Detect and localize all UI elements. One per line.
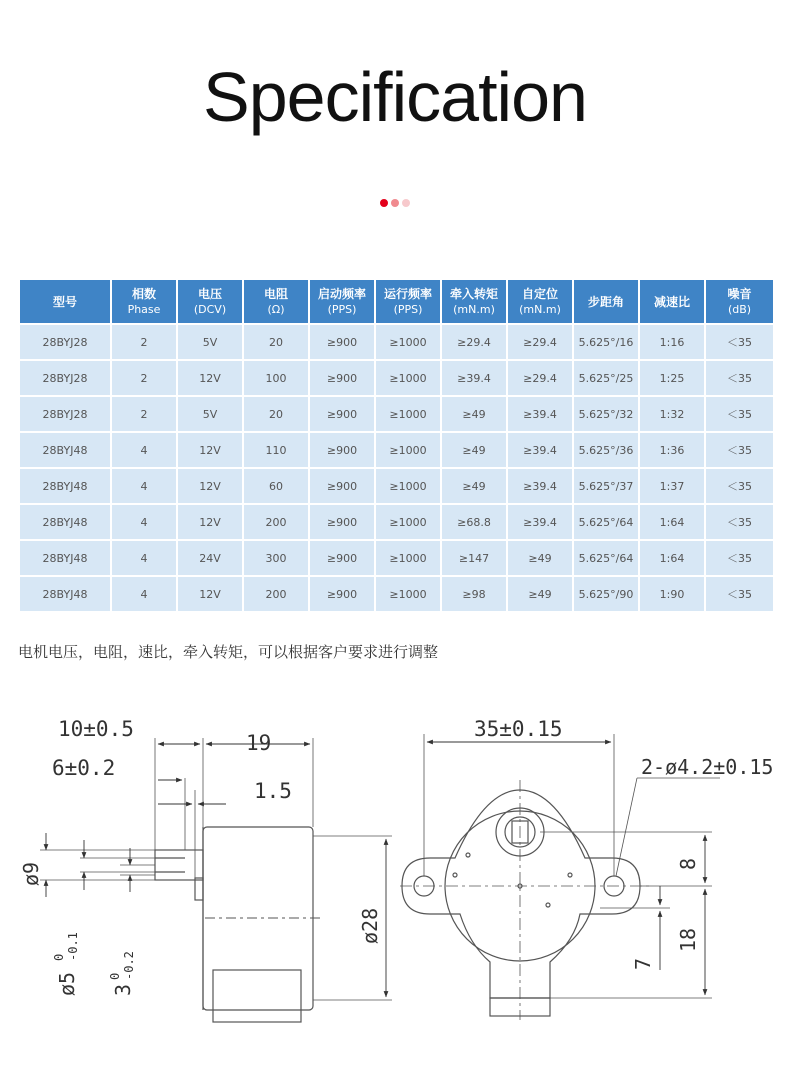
table-cell: 300	[244, 541, 308, 575]
dim-shaft-diameter-tol-lower: -0.1	[66, 932, 80, 961]
table-cell: ≥98	[442, 577, 506, 611]
output-shaft	[155, 850, 203, 880]
table-cell: 1:64	[640, 541, 704, 575]
column-header	[310, 280, 374, 323]
table-cell: ≥900	[310, 361, 374, 395]
table-cell: 12V	[178, 361, 242, 395]
table-cell: 20	[244, 397, 308, 431]
dim-mount-holes: 2-ø4.2±0.15	[641, 755, 774, 779]
table-cell: 2	[112, 361, 176, 395]
table-cell: ≥900	[310, 541, 374, 575]
table-cell: 5.625°/64	[574, 505, 638, 539]
table-cell: 5.625°/32	[574, 397, 638, 431]
table-cell: ≥29.4	[442, 325, 506, 359]
column-header	[244, 280, 308, 323]
table-cell: ≥900	[310, 325, 374, 359]
table-cell: 60	[244, 469, 308, 503]
table-cell: ＜35	[706, 325, 773, 359]
table-cell: 1:36	[640, 433, 704, 467]
table-cell: ≥900	[310, 433, 374, 467]
table-cell: ≥1000	[376, 469, 440, 503]
column-header-label: 电阻	[263, 286, 288, 301]
table-cell: ≥39.4	[508, 397, 572, 431]
table-cell: 2	[112, 397, 176, 431]
column-header-unit: (mN.m)	[519, 302, 561, 316]
table-cell: 1:64	[640, 505, 704, 539]
table-cell: ≥147	[442, 541, 506, 575]
dim-shaft-length: 10±0.5	[58, 717, 134, 741]
dim-flat-width: 3	[111, 983, 135, 996]
column-header	[20, 280, 110, 323]
column-header-label: 步距角	[587, 294, 624, 309]
table-cell: 28BYJ28	[20, 361, 110, 395]
dim-flat-width-tol-lower: -0.2	[122, 951, 136, 980]
dim-shaft-flat: 6±0.2	[52, 756, 116, 780]
dimension-drawings	[0, 700, 790, 1085]
column-header-unit: (PPS)	[393, 302, 423, 316]
table-cell: 5V	[178, 325, 242, 359]
table-cell: ＜35	[706, 361, 773, 395]
table-cell: ＜35	[706, 541, 773, 575]
column-header-unit: (Ω)	[267, 302, 285, 316]
table-cell: ≥49	[442, 397, 506, 431]
table-cell: ＜35	[706, 469, 773, 503]
dim-shaft-offset: 8	[676, 857, 700, 870]
column-header-label: 相数	[131, 286, 156, 301]
side-view-drawing	[40, 738, 392, 1022]
table-cell: ＜35	[706, 577, 773, 611]
column-header	[706, 280, 773, 323]
table-cell: 5V	[178, 397, 242, 431]
column-header-label: 噪音	[727, 286, 752, 301]
table-cell: ≥1000	[376, 397, 440, 431]
column-header	[442, 280, 506, 323]
table-cell: 24V	[178, 541, 242, 575]
dim-flange-step: 1.5	[254, 779, 292, 803]
column-header	[574, 280, 638, 323]
flange-step	[195, 878, 203, 900]
table-row	[20, 541, 773, 575]
table-cell: 200	[244, 577, 308, 611]
table-cell: ≥49	[508, 541, 572, 575]
table-row	[20, 325, 773, 359]
column-header-unit: (mN.m)	[453, 302, 495, 316]
dim-hole-spacing: 35±0.15	[474, 717, 563, 741]
dim-bottom-offset: 18	[676, 927, 700, 952]
table-cell: 100	[244, 361, 308, 395]
column-header-unit: (DCV)	[193, 302, 227, 316]
table-cell: 5.625°/37	[574, 469, 638, 503]
table-cell: 28BYJ28	[20, 325, 110, 359]
column-header-unit: (dB)	[727, 302, 752, 316]
table-cell: ≥900	[310, 505, 374, 539]
table-cell: 4	[112, 577, 176, 611]
table-cell: 28BYJ48	[20, 541, 110, 575]
table-row	[20, 577, 773, 611]
customization-note: 电机电压，电阻，速比，牵入转矩，可以根据客户要求进行调整	[18, 643, 439, 661]
table-cell: ≥39.4	[442, 361, 506, 395]
column-header-label: 运行频率	[383, 286, 432, 301]
column-header-label: 减速比	[653, 294, 690, 309]
specification-table	[18, 278, 775, 613]
table-cell: ≥900	[310, 577, 374, 611]
table-cell: 28BYJ48	[20, 469, 110, 503]
column-header-label: 电压	[197, 286, 222, 301]
column-header	[178, 280, 242, 323]
table-cell: 5.625°/90	[574, 577, 638, 611]
table-cell: 5.625°/64	[574, 541, 638, 575]
table-cell: ≥29.4	[508, 325, 572, 359]
table-cell: 28BYJ48	[20, 577, 110, 611]
table-cell: ＜35	[706, 433, 773, 467]
column-header-unit: Phase	[127, 302, 161, 316]
table-cell: ≥1000	[376, 433, 440, 467]
table-cell: 4	[112, 433, 176, 467]
dim-shaft-diameter: ø5	[55, 971, 79, 996]
table-cell: 1:90	[640, 577, 704, 611]
table-cell: 28BYJ48	[20, 505, 110, 539]
table-cell: ≥1000	[376, 505, 440, 539]
column-header-label: 自定位	[521, 286, 558, 301]
column-header-unit: (PPS)	[327, 302, 357, 316]
table-cell: 5.625°/16	[574, 325, 638, 359]
table-cell: 1:25	[640, 361, 704, 395]
dim-tab-offset: 7	[631, 957, 655, 970]
column-header	[112, 280, 176, 323]
table-cell: ≥39.4	[508, 505, 572, 539]
table-cell: 20	[244, 325, 308, 359]
table-cell: 5.625°/25	[574, 361, 638, 395]
table-cell: 28BYJ28	[20, 397, 110, 431]
table-cell: 2	[112, 325, 176, 359]
table-row	[20, 469, 773, 503]
table-cell: ≥39.4	[508, 433, 572, 467]
dim-boss-diameter: ø9	[19, 861, 43, 886]
column-header-label: 型号	[52, 294, 77, 309]
table-row	[20, 397, 773, 431]
column-header	[376, 280, 440, 323]
table-cell: ≥1000	[376, 577, 440, 611]
table-cell: ≥900	[310, 397, 374, 431]
table-row	[20, 433, 773, 467]
table-cell: ≥1000	[376, 541, 440, 575]
connector-block	[213, 970, 301, 1022]
table-cell: 1:37	[640, 469, 704, 503]
table-cell: ＜35	[706, 505, 773, 539]
table-cell: ≥29.4	[508, 361, 572, 395]
table-cell: ≥1000	[376, 361, 440, 395]
table-cell: 1:32	[640, 397, 704, 431]
table-cell: 200	[244, 505, 308, 539]
motor-body-outline	[203, 827, 313, 1010]
column-header	[640, 280, 704, 323]
table-cell: ≥49	[442, 469, 506, 503]
table-cell: ≥68.8	[442, 505, 506, 539]
table-cell: 110	[244, 433, 308, 467]
table-cell: 12V	[178, 433, 242, 467]
dim-body-depth: 19	[246, 731, 272, 755]
table-cell: 4	[112, 469, 176, 503]
dot-2	[391, 199, 399, 207]
table-row	[20, 505, 773, 539]
dim-body-diameter: ø28	[358, 907, 382, 944]
table-cell: ≥39.4	[508, 469, 572, 503]
table-cell: ≥900	[310, 469, 374, 503]
table-cell: 12V	[178, 505, 242, 539]
table-cell: 28BYJ48	[20, 433, 110, 467]
table-cell: 4	[112, 541, 176, 575]
dim-flat-width-tol-upper: 0	[108, 972, 122, 980]
table-cell: 4	[112, 505, 176, 539]
column-header	[508, 280, 572, 323]
table-cell: 5.625°/36	[574, 433, 638, 467]
table-header-row	[20, 280, 773, 323]
table-cell: ≥49	[508, 577, 572, 611]
dot-1	[380, 199, 388, 207]
table-cell: 1:16	[640, 325, 704, 359]
table-body	[20, 325, 773, 611]
table-cell: ≥1000	[376, 325, 440, 359]
column-header-label: 启动频率	[317, 286, 366, 301]
column-header-label: 牵入转矩	[449, 286, 498, 301]
table-cell: ＜35	[706, 397, 773, 431]
dim-shaft-diameter-tol-upper: 0	[52, 953, 66, 961]
table-cell: 12V	[178, 577, 242, 611]
page-title: Specification	[203, 58, 587, 136]
table-cell: ≥49	[442, 433, 506, 467]
table-cell: 12V	[178, 469, 242, 503]
table-row	[20, 361, 773, 395]
dot-3	[402, 199, 410, 207]
